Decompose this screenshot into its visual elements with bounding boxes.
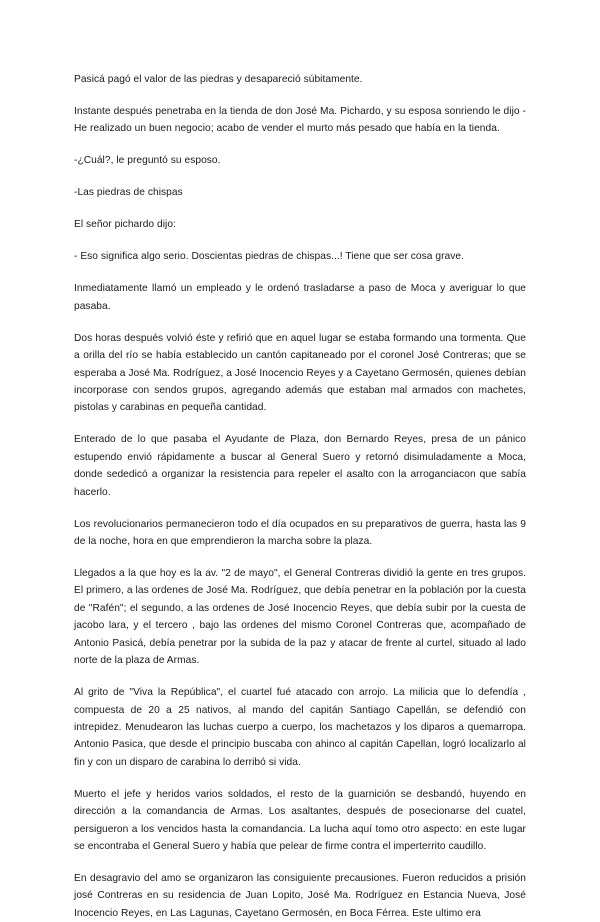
paragraph: - Eso significa algo serio. Doscientas piedras de chispas...! Tiene que ser cosa grave. bbox=[74, 251, 464, 263]
paragraph: El señor pichardo dijo: bbox=[74, 219, 176, 231]
paragraph: -¿Cuál?, le preguntó su esposo. bbox=[74, 155, 221, 167]
paragraph: Muerto el jefe y heridos varios soldados, el resto de la guarnición se desbandó, huyendo en dirección a la comandancia de Armas. Los asaltantes, después de posecionarse del cuatel, persigueron a los vencidos hasta la comandancia. La lucha aquí tomo otro aspecto: en este lugar se encontraba el General Suero y había que pelear de firme contra el imperterrito caudillo. bbox=[74, 788, 526, 852]
paragraph: Instante después penetraba en la tienda de don José Ma. Pichardo, y su esposa sonriendo le dijo -He realizado un buen negocio; acabo de vender el murto más pesado que había en la tienda. bbox=[74, 106, 526, 135]
paragraph: En desagravio del amo se organizaron las consiguiente precausiones. Fueron reducidos a prisión josé Contreras en su residencia de Juan Lopito, José Ma. Rodríguez en Estancia Nueva, José Inocencio Reyes, en Las Lagunas, Cayetano Germosén, en Boca Férrea. Este ultimo era bbox=[74, 872, 526, 919]
paragraph: Dos horas después volvió éste y refirió que en aquel lugar se estaba formando una tormenta. Que a orilla del río se había establecido un cantón capitaneado por el coronel José Contreras; que se esperaba a José Ma. Rodríguez, a José Inocencio Reyes y a Cayetano Germosén, quienes debían incorporase con sendos grupos, agregando además que estaban mal armados con machetes, pistolas y carabinas en pequeña cantidad. bbox=[74, 332, 526, 414]
paragraph: Pasicá pagó el valor de las piedras y desapareció súbitamente. bbox=[74, 74, 363, 85]
paragraph: Al grito de "Viva la República", el cuartel fué atacado con arrojo. La milicia que lo defendía , compuesta de 20 a 25 nativos, al mando del capitán Santiago Capellán, se defendió con intrepidez. Menudearon las luchas cuerpo a cuerpo, los machetazos y los diparos a quemarropa. Antonio Pasica, que desde el principio buscaba con ahinco al capitán Capellan, logró localizarlo al fin y con un disparo de carabina lo derribó si vida. bbox=[74, 687, 526, 768]
paragraph: -Las piedras de chispas bbox=[74, 187, 183, 199]
paragraph: Los revolucionarios permanecieron todo el día ocupados en su preparativos de guerra, hasta las 9 de la noche, hora en que emprendieron la marcha sobre la plaza. bbox=[74, 518, 526, 548]
paragraph: Llegados a la que hoy es la av. "2 de mayo", el General Contreras dividió la gente en tres grupos. El primero, a las ordenes de José Ma. Rodríguez, que debía penetrar en la población por la cuesta de "Rafén"; el segundo, a las ordenes de José Inocencio Reyes, que debía subir por la cuesta de jacobo lara, y el tercero , bajo las ordenes del mismo Coronel Contreras que, acompañado de Antonio Pasicá, debía penetrar por la subida de la paz y atacar de frente al curtel, situado al lado norte de la plaza de Armas. bbox=[74, 568, 526, 667]
paragraph: Enterado de lo que pasaba el Ayudante de Plaza, don Bernardo Reyes, presa de un pánico estupendo envió rápidamente a buscar al General Suero y retornó disimuladamente a Moca, donde sededicó a organizar la resistencia para repeler el asalto con la arroganciacon que sabía hacerlo. bbox=[74, 434, 526, 498]
paragraph: Inmediatamente llamó un empleado y le ordenó trasladarse a paso de Moca y averiguar lo que pasaba. bbox=[74, 283, 526, 312]
